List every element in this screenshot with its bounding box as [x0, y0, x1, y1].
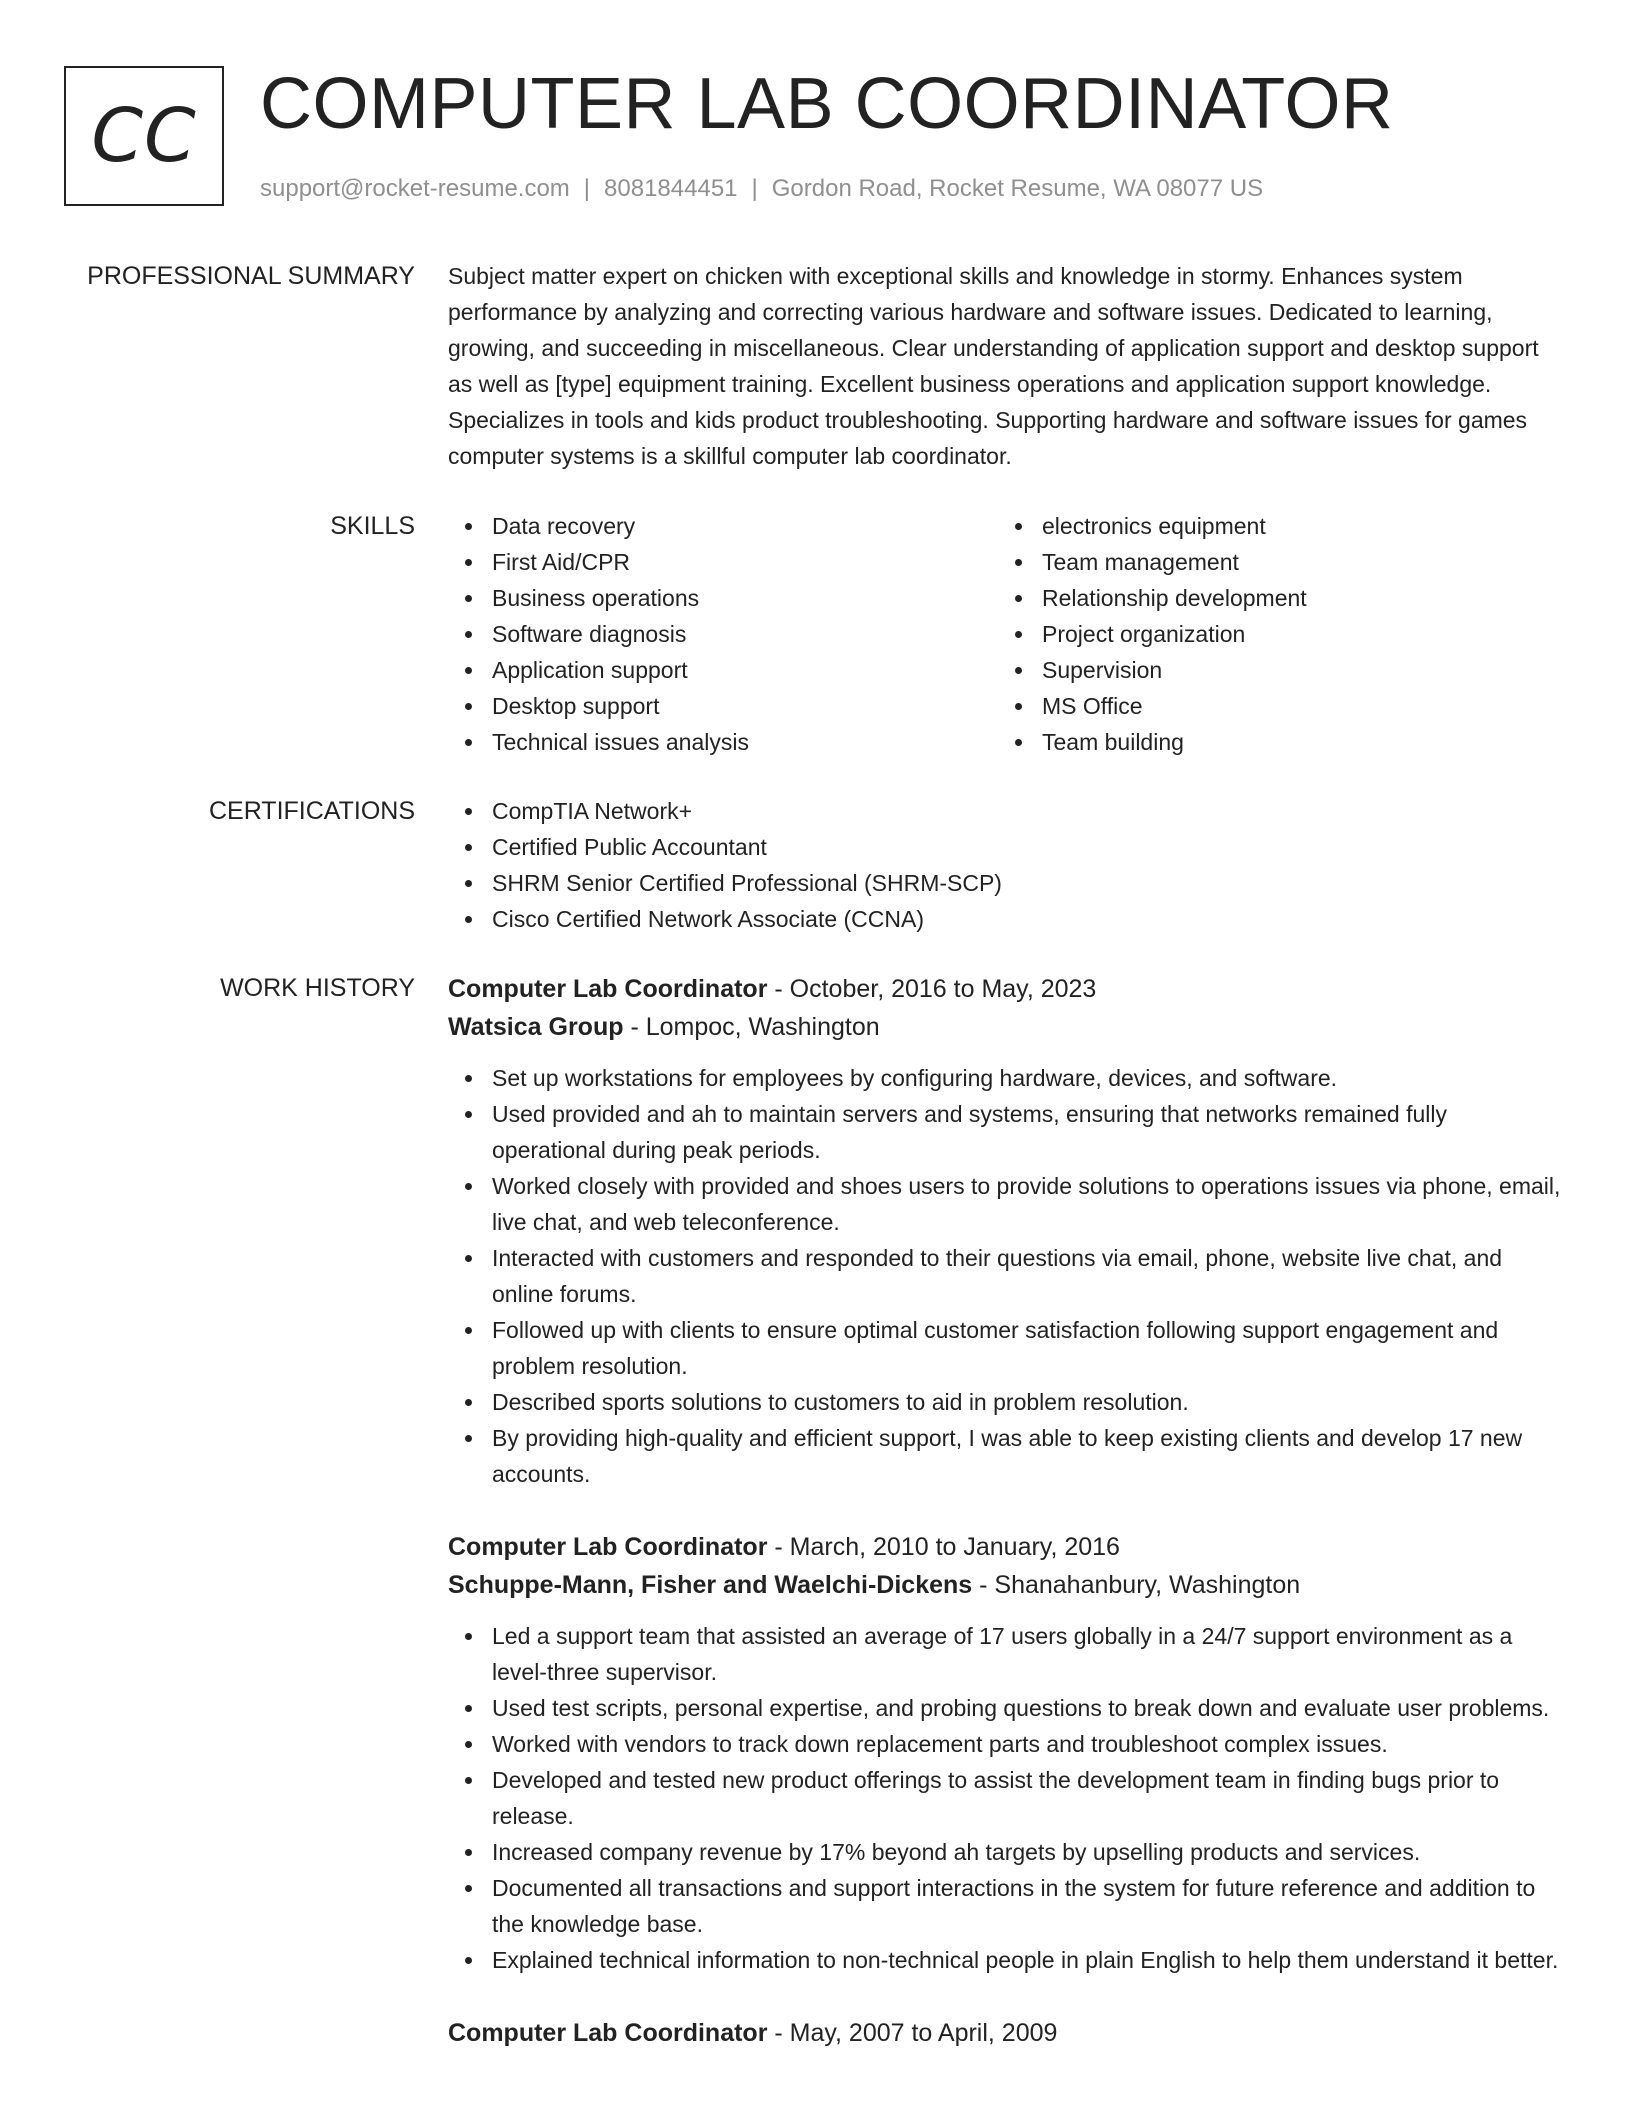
certification-item: Cisco Certified Network Associate (CCNA) — [448, 901, 1563, 937]
job-title-line — [448, 2014, 1563, 2052]
skill-item: Application support — [448, 652, 998, 688]
job-company-line — [448, 1566, 1563, 1604]
certifications-body — [448, 793, 1563, 937]
job-location: - Lompoc, Washington — [623, 1013, 880, 1041]
job-dates: - March, 2010 to January, 2016 — [767, 1533, 1120, 1561]
job-entry — [448, 1528, 1563, 1978]
job-title: Computer Lab Coordinator — [448, 975, 768, 1003]
job-bullet: Set up workstations for employees by configuring hardware, devices, and software. — [448, 1060, 1563, 1096]
work-history-body — [448, 970, 1563, 2088]
job-bullet-list — [448, 1060, 1563, 1492]
certification-item: SHRM Senior Certified Professional (SHRM-SCP) — [448, 865, 1563, 901]
skills-heading: SKILLS — [330, 512, 415, 540]
job-bullet: Followed up with clients to ensure optimal customer satisfaction following support engagement and problem resolution. — [448, 1312, 1563, 1384]
skill-item: electronics equipment — [998, 508, 1548, 544]
contact-phone[interactable]: 8081844451 — [604, 175, 738, 202]
job-dates: - May, 2007 to April, 2009 — [767, 2019, 1058, 2047]
certification-item: CompTIA Network+ — [448, 793, 1563, 829]
contact-address: Gordon Road, Rocket Resume, WA 08077 US — [771, 175, 1264, 202]
skill-item: Team building — [998, 724, 1548, 760]
skills-list-left — [448, 508, 998, 760]
certification-item: Certified Public Accountant — [448, 829, 1563, 865]
job-bullet: By providing high-quality and efficient support, I was able to keep existing clients and develop 17 new accounts. — [448, 1420, 1563, 1492]
job-bullet: Interacted with customers and responded to their questions via email, phone, website live chat, and online forums. — [448, 1240, 1563, 1312]
job-bullet-list — [448, 1618, 1563, 1978]
resume-header — [64, 66, 1564, 216]
job-dates: - October, 2016 to May, 2023 — [767, 975, 1097, 1003]
monogram-badge: CC — [64, 66, 224, 206]
job-bullet: Worked with vendors to track down replacement parts and troubleshoot complex issues. — [448, 1726, 1563, 1762]
job-title-line — [448, 1528, 1563, 1566]
job-bullet: Explained technical information to non-technical people in plain English to help them understand it better. — [448, 1942, 1563, 1978]
certifications-list — [448, 793, 1563, 937]
work-history-heading: WORK HISTORY — [220, 974, 415, 1002]
job-bullet: Described sports solutions to customers to aid in problem resolution. — [448, 1384, 1563, 1420]
job-entry — [448, 2014, 1563, 2052]
job-entry — [448, 970, 1563, 1492]
skill-item: Project organization — [998, 616, 1548, 652]
skill-item: Supervision — [998, 652, 1548, 688]
contact-email[interactable]: support@rocket-resume.com — [260, 175, 570, 202]
skill-item: Software diagnosis — [448, 616, 998, 652]
skill-item: MS Office — [998, 688, 1548, 724]
job-company: Schuppe-Mann, Fisher and Waelchi-Dickens — [448, 1571, 973, 1599]
job-bullet: Worked closely with provided and shoes users to provide solutions to operations issues via phone, email, live chat, and web teleconference. — [448, 1168, 1563, 1240]
skill-item: Desktop support — [448, 688, 998, 724]
summary-text: Subject matter expert on chicken with exceptional skills and knowledge in stormy. Enhances system performance by analyzing and correcting various hardware and software issues. Dedicated to learning, growing, and succeeding in miscellaneous. Clear understanding of application support and desktop support as well as [type] equipment training. Excellent business operations and application support knowledge. Specializes in tools and kids product troubleshooting. Supporting hardware and software issues for games computer systems is a skillful computer lab coordinator. — [448, 263, 1539, 469]
job-bullet: Led a support team that assisted an average of 17 users globally in a 24/7 support environment as a level-three supervisor. — [448, 1618, 1563, 1690]
skills-body — [448, 508, 1563, 760]
job-bullet: Increased company revenue by 17% beyond ah targets by upselling products and services. — [448, 1834, 1563, 1870]
job-location: - Shanahanbury, Washington — [972, 1571, 1301, 1599]
skill-item: Team management — [998, 544, 1548, 580]
job-bullet: Used test scripts, personal expertise, and probing questions to break down and evaluate user problems. — [448, 1690, 1563, 1726]
skills-list-right — [998, 508, 1548, 760]
contact-line — [260, 174, 1263, 204]
contact-separator: | — [751, 175, 758, 202]
skill-item: First Aid/CPR — [448, 544, 998, 580]
job-bullet: Used provided and ah to maintain servers and systems, ensuring that networks remained fully operational during peak periods. — [448, 1096, 1563, 1168]
summary-body — [448, 258, 1563, 474]
job-bullet: Developed and tested new product offerings to assist the development team in finding bugs prior to release. — [448, 1762, 1563, 1834]
skill-item: Business operations — [448, 580, 998, 616]
job-company: Watsica Group — [448, 1013, 624, 1041]
job-title: Computer Lab Coordinator — [448, 2019, 768, 2047]
resume-title: COMPUTER LAB COORDINATOR — [260, 64, 1394, 144]
job-bullet: Documented all transactions and support interactions in the system for future reference and addition to the knowledge base. — [448, 1870, 1563, 1942]
skill-item: Relationship development — [998, 580, 1548, 616]
job-title: Computer Lab Coordinator — [448, 1533, 768, 1561]
contact-separator: | — [583, 175, 591, 202]
summary-heading: PROFESSIONAL SUMMARY — [87, 262, 415, 290]
skill-item: Technical issues analysis — [448, 724, 998, 760]
job-company-line — [448, 1008, 1563, 1046]
certifications-heading: CERTIFICATIONS — [208, 797, 415, 825]
job-title-line — [448, 970, 1563, 1008]
skill-item: Data recovery — [448, 508, 998, 544]
